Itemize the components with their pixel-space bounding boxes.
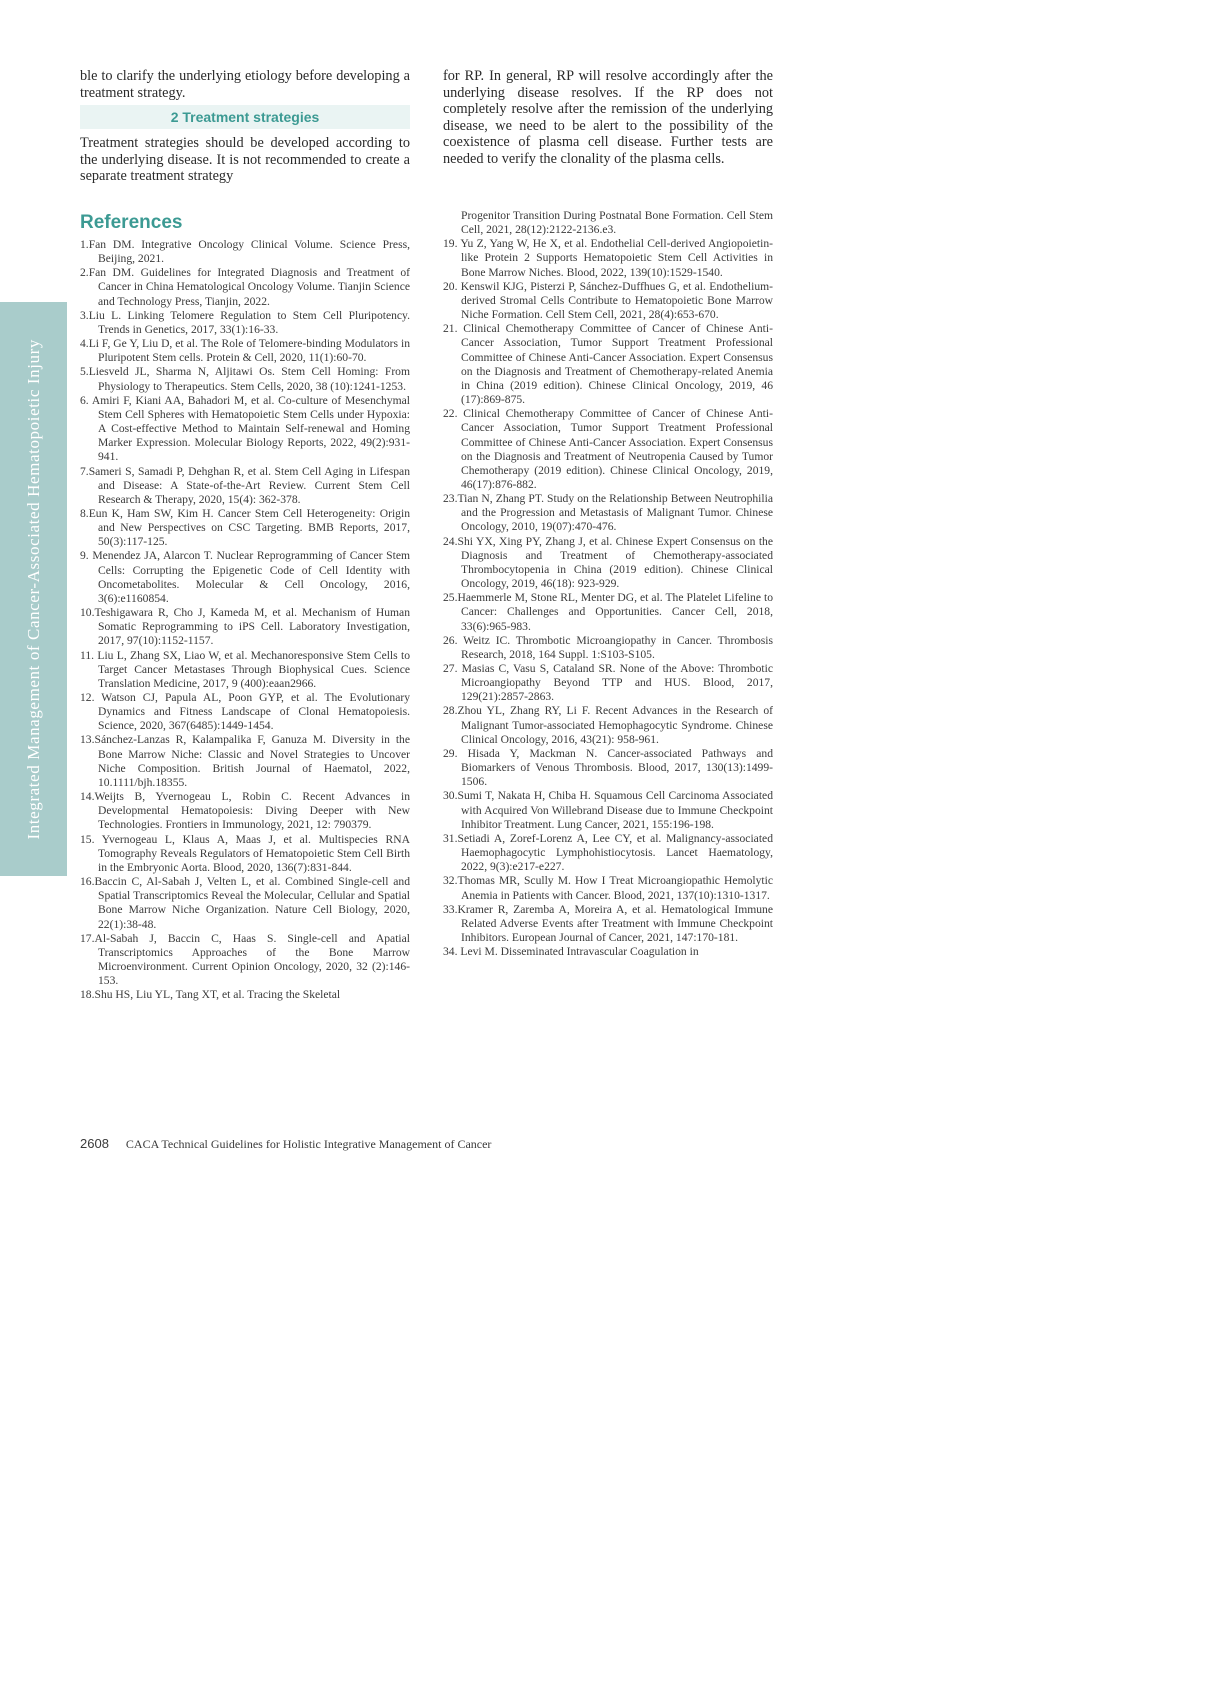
reference-item: 24.Shi YX, Xing PY, Zhang J, et al. Chinese Expert Consensus on the Diagnosis and Treatment of Chemotherapy-associated Thrombocytopenia in China (2019 edition). Chinese Clinical Oncology, 2019, 46(18): 923-929. <box>443 534 773 591</box>
reference-item: 18.Shu HS, Liu YL, Tang XT, et al. Tracing the Skeletal <box>80 988 341 1002</box>
reference-item: 19. Yu Z, Yang W, He X, et al. Endothelial Cell-derived Angiopoietin-like Protein 2 Supports Hematopoietic Stem Cell Activities in Bone Marrow Niches. Blood, 2022, 139(10):1529-1540. <box>443 237 773 279</box>
reference-item: 27. Masias C, Vasu S, Cataland SR. None of the Above: Thrombotic Microangiopathy Beyond TTP and HUS. Blood, 2017, 129(21):2857-2863. <box>443 662 773 704</box>
references-column-left <box>80 238 410 1002</box>
reference-item: 33.Kramer R, Zaremba A, Moreira A, et al. Hematological Immune Related Adverse Events after Treatment with Immune Checkpoint Inhibitors. European Journal of Cancer, 2021, 147:170-181. <box>443 902 773 944</box>
reference-item: 7.Sameri S, Samadi P, Dehghan R, et al. Stem Cell Aging in Lifespan and Disease: A State-of-the-Art Review. Current Stem Cell Research & Therapy, 2020, 15(4): 362-378. <box>80 464 410 506</box>
reference-item: 34. Levi M. Disseminated Intravascular Coagulation in <box>443 945 699 959</box>
reference-item: 26. Weitz IC. Thrombotic Microangiopathy in Cancer. Thrombosis Research, 2018, 164 Suppl. 1:S103-S105. <box>443 633 773 661</box>
reference-item: 3.Liu L. Linking Telomere Regulation to Stem Cell Pluripotency. Trends in Genetics, 2017, 33(1):16-33. <box>80 308 410 336</box>
reference-item: 11. Liu L, Zhang SX, Liao W, et al. Mechanoresponsive Stem Cells to Target Cancer Metastases Through Biophysical Cues. Science Translation Medicine, 2017, 9 (400):eaan2966. <box>80 648 410 690</box>
intro-paragraph: ble to clarify the underlying etiology before developing a treatment strategy. <box>80 68 410 101</box>
reference-item: 29. Hisada Y, Mackman N. Cancer-associated Pathways and Biomarkers of Venous Thrombosis. Blood, 2017, 130(13):1499-1506. <box>443 746 773 789</box>
references-title: References <box>80 212 183 233</box>
treatment-paragraph: Treatment strategies should be developed according to the underlying disease. It is not recommended to create a separate treatment strategy <box>80 135 410 184</box>
body-column-left <box>80 68 410 185</box>
reference-item: 13.Sánchez-Lanzas R, Kalampalika F, Ganuza M. Diversity in the Bone Marrow Niche: Classic and Novel Strategies to Uncover Niche Composition. British Journal of Haematol, 2022, 10.1111/bjh.18355. <box>80 733 410 789</box>
reference-item: 23.Tian N, Zhang PT. Study on the Relationship Between Neutrophilia and the Progression and Metastasis of Malignant Tumor. Chinese Oncology, 2010, 19(07):470-476. <box>443 492 773 534</box>
body-column-right <box>443 68 773 167</box>
section-heading: 2 Treatment strategies <box>80 105 410 129</box>
reference-item: 4.Li F, Ge Y, Liu D, et al. The Role of Telomere-binding Modulators in Pluripotent Stem cells. Protein & Cell, 2020, 11(1):60-70. <box>80 337 410 365</box>
reference-item: 16.Baccin C, Al-Sabah J, Velten L, et al. Combined Single-cell and Spatial Transcriptomics Reveal the Molecular, Cellular and Spatial Bone Marrow Niche Organization. Nature Cell Biology, 2020, 22(1):38-48. <box>80 875 410 931</box>
reference-item: 5.Liesveld JL, Sharma N, Aljitawi Os. Stem Cell Homing: From Physiology to Therapeutics. Stem Cells, 2020, 38 (10):1241-1253. <box>80 365 410 393</box>
reference-item: 6. Amiri F, Kiani AA, Bahadori M, et al. Co-culture of Mesenchymal Stem Cell Spheres with Hematopoietic Stem Cells under Hypoxia: A Cost-effective Method to Maintain Self-renewal and Homing Marker Expression. Molecular Biology Reports, 2022, 49(2):931-941. <box>80 393 410 464</box>
reference-item: 1.Fan DM. Integrative Oncology Clinical Volume. Science Press, Beijing, 2021. <box>80 238 410 266</box>
reference-item: 8.Eun K, Ham SW, Kim H. Cancer Stem Cell Heterogeneity: Origin and New Perspectives on CSC Targeting. BMB Reports, 2017, 50(3):117-125. <box>80 506 410 549</box>
reference-item: 20. Kenswil KJG, Pisterzi P, Sánchez-Duffhues G, et al. Endothelium-derived Stromal Cells Contribute to Hematopoietic Bone Marrow Niche Formation. Cell Stem Cell, 2021, 28(4):653-670. <box>443 279 773 322</box>
footer-title: CACA Technical Guidelines for Holistic Integrative Management of Cancer <box>125 1137 492 1151</box>
reference-item: 21. Clinical Chemotherapy Committee of Cancer of Chinese Anti-Cancer Association, Tumor Support Treatment Professional Committee of Chinese Anti-Cancer Association. Expert Consensus on the Diagnosis and Treatment of Chemotherapy-related Anemia in China (2019 edition). Chinese Clinical Oncology, 2019, 46 (17):869-875. <box>443 322 773 407</box>
reference-continuation: Progenitor Transition During Postnatal Bone Formation. Cell Stem Cell, 2021, 28(12):2122-2136.e3. <box>461 209 773 237</box>
page-number: 2608 <box>80 1136 109 1151</box>
reference-item: 32.Thomas MR, Scully M. How I Treat Microangiopathic Hemolytic Anemia in Patients with Cancer. Blood, 2021, 137(10):1310-1317. <box>443 874 773 902</box>
side-band-title: Integrated Management of Cancer-Associated Hematopoietic Injury <box>23 338 43 840</box>
reference-item: 2.Fan DM. Guidelines for Integrated Diagnosis and Treatment of Cancer in China Hematological Oncology Volume. Tianjin Science and Technology Press, Tianjin, 2022. <box>80 266 410 308</box>
reference-item: 9. Menendez JA, Alarcon T. Nuclear Reprogramming of Cancer Stem Cells: Corrupting the Epigenetic Code of Cell Identity with Oncometabolites. Molecular & Cell Oncology, 2016, 3(6):e1160854. <box>80 549 410 605</box>
reference-item: 17.Al-Sabah J, Baccin C, Haas S. Single-cell and Apatial Transcriptomics Approaches of the Bone Marrow Microenvironment. Current Opinion Oncology, 2020, 32 (2):146-153. <box>80 931 410 988</box>
references-column-right <box>443 209 773 959</box>
reference-item: 15. Yvernogeau L, Klaus A, Maas J, et al. Multispecies RNA Tomography Reveals Regulators of Hematopoietic Stem Cell Birth in the Embryonic Aorta. Blood, 2020, 136(7):831-844. <box>80 832 410 874</box>
reference-item: 31.Setiadi A, Zoref-Lorenz A, Lee CY, et al. Malignancy-associated Haemophagocytic Lymphohistiocytosis. Lancet Haematology, 2022, 9(3):e217-e227. <box>443 831 773 874</box>
reference-item: 14.Weijts B, Yvernogeau L, Robin C. Recent Advances in Developmental Hematopoiesis: Diving Deeper with New Technologies. Frontiers in Immunology, 2021, 12: 790379. <box>80 790 410 832</box>
reference-item: 25.Haemmerle M, Stone RL, Menter DG, et al. The Platelet Lifeline to Cancer: Challenges and Opportunities. Cancer Cell, 2018, 33(6):965-983. <box>443 591 773 633</box>
reference-item: 12. Watson CJ, Papula AL, Poon GYP, et al. The Evolutionary Dynamics and Fitness Landscape of Clonal Hematopoiesis. Science, 2020, 367(6485):1449-1454. <box>80 691 410 733</box>
rp-paragraph: for RP. In general, RP will resolve accordingly after the underlying disease resolves. If the RP does not completely resolve after the remission of the underlying disease, we need to be alert to the possibility of the coexistence of plasma cell disease. Further tests are needed to verify the clonality of the plasma cells. <box>443 68 773 167</box>
page-footer <box>80 1136 491 1152</box>
reference-item: 30.Sumi T, Nakata H, Chiba H. Squamous Cell Carcinoma Associated with Acquired Von Willebrand Disease due to Immune Checkpoint Inhibitor Treatment. Lung Cancer, 2021, 155:196-198. <box>443 789 773 831</box>
reference-item: 28.Zhou YL, Zhang RY, Li F. Recent Advances in the Research of Malignant Tumor-associated Hemophagocytic Syndrome. Chinese Clinical Oncology, 2016, 43(21): 958-961. <box>443 704 773 746</box>
side-band <box>0 302 67 876</box>
reference-item: 22. Clinical Chemotherapy Committee of Cancer of Chinese Anti-Cancer Association, Tumor Support Treatment Professional Committee of Chinese Anti-Cancer Association. Expert Consensus on the Diagnosis and Treatment of Neutropenia Caused by Tumor Chemotherapy (2019 edition). Chinese Clinical Oncology, 2019, 46(17):876-882. <box>443 407 773 491</box>
reference-item: 10.Teshigawara R, Cho J, Kameda M, et al. Mechanism of Human Somatic Reprogramming to iPS Cell. Laboratory Investigation, 2017, 97(10):1152-1157. <box>80 606 410 648</box>
